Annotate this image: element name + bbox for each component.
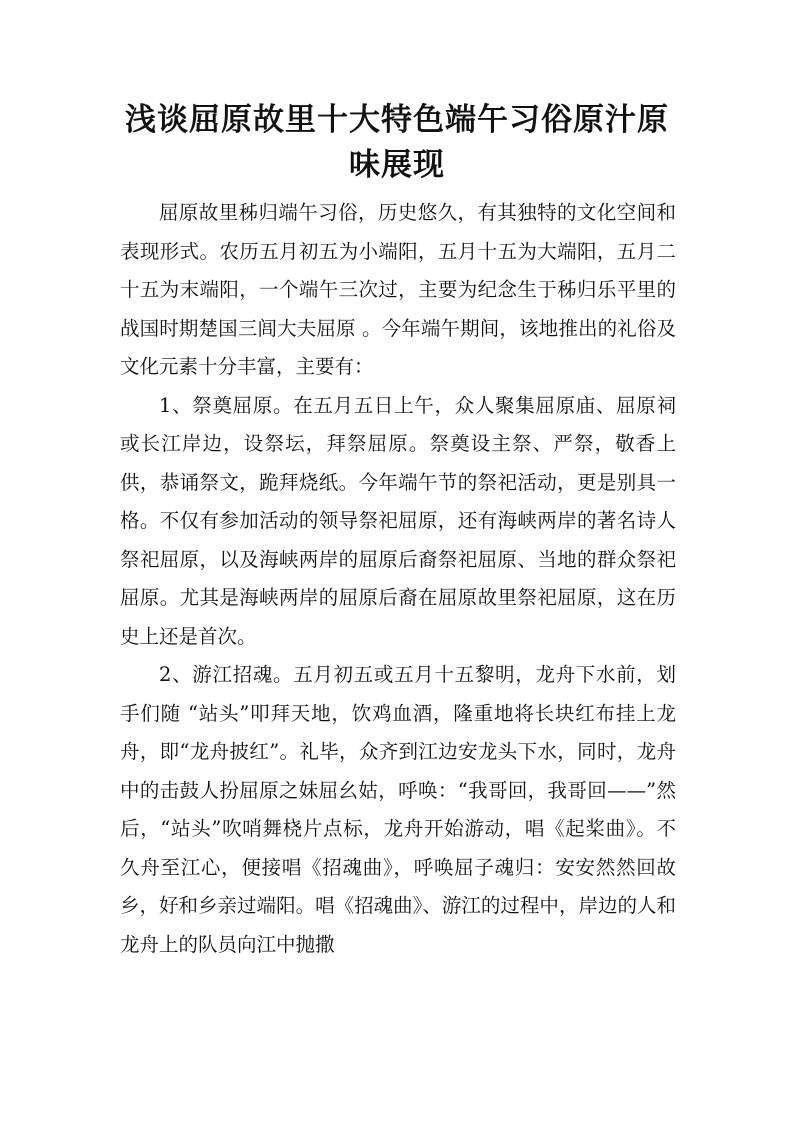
- paragraph-item-1: 1、祭奠屈原。在五月五日上午，众人聚集屈原庙、屈原祠或长江岸边，设祭坛，拜祭屈原。祭奠设主祭、严祭，敬香上供，恭诵祭文，跪拜烧纸。今年端午节的祭祀活动，更是别具一格。不仅有参加活动的领导祭祀屈原，还有海峡两岸的著名诗人祭祀屈原，以及海峡两岸的屈原后裔祭祀屈原、当地的群众祭祀屈原。尤其是海峡两岸的屈原后裔在屈原故里祭祀屈原，这在历史上还是首次。: [120, 393, 676, 648]
- document-title: 浅谈屈原故里十大特色端午习俗原汁原味展现: [125, 102, 669, 183]
- paragraph-item-2: 2、游江招魂。五月初五或五月十五黎明，龙舟下水前，划手们随 “站头”叩拜天地，饮鸡血酒，隆重地将长块红布挂上龙舟，即“龙舟披红”。礼毕，众齐到江边安龙头下水，同时，龙舟中的击鼓人扮屈原之妹屈幺姑，呼唤：“我哥回，我哥回——”然后，“站头”吹哨舞桡片点标，龙舟开始游动，唱《起桨曲》。不久舟至江心，便接唱《招魂曲》，呼唤屈子魂归：安安然然回故乡，好和乡亲过端阳。唱《招魂曲》、游江的过程中，岸边的人和龙舟上的队员向江中抛撒: [120, 663, 676, 956]
- document-body: [120, 194, 676, 964]
- paragraph-intro: 屈原故里秭归端午习俗，历史悠久，有其独特的文化空间和表现形式。农历五月初五为小端阳，五月十五为大端阳，五月二十五为末端阳，一个端午三次过，主要为纪念生于秭归乐平里的战国时期楚国三闾大夫屈原 。今年端午期间，该地推出的礼俗及文化元素十分丰富，主要有：: [120, 201, 676, 378]
